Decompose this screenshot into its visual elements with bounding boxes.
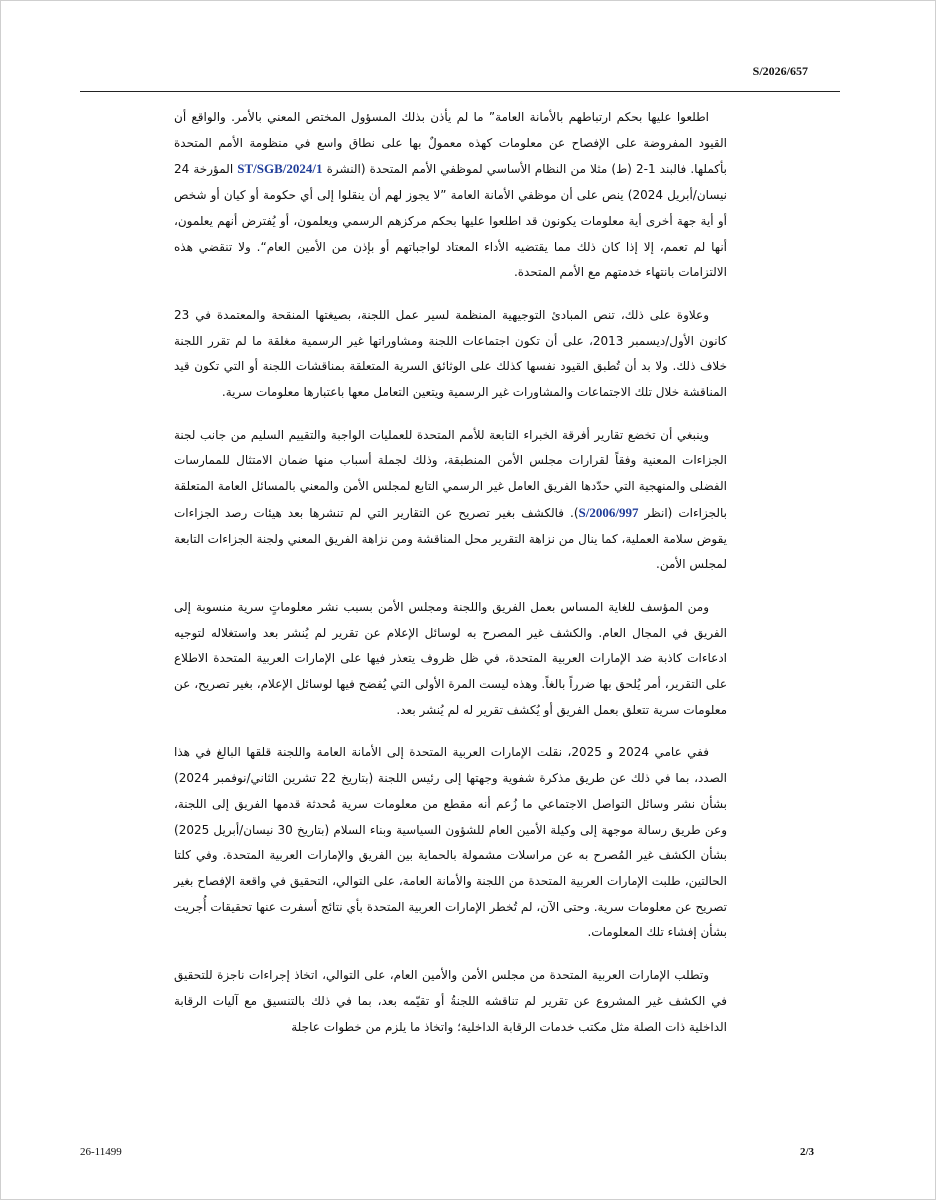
footer-page-number: 2/3 [799,1146,814,1158]
paragraph [174,740,727,946]
body-text [174,105,727,1057]
paragraph-text: ). فالكشف بغير تصريح عن التقارير التي لم تنشرها بعد هيئات رصد الجزاءات يقوض سلامة العملية، كما ينال من نزاهة التقرير محل المناقشة ومن نزاهة الفريق المعني ولجنة الجزاءات التابعة لمجلس الأمن. [174,505,727,572]
paragraph-text: وتطلب الإمارات العربية المتحدة من مجلس الأمن والأمين العام، على التوالي، اتخاذ إجراءات ناجزة للتحقيق في الكشف غير المشروع عن تقرير لم تناقشه اللجنةُ أو تقيّمه بعد، بما في ذلك بالتنسيق مع آليات الرقابة الداخلية ذات الصلة مثل مكتب خدمات الرقابة الداخلية؛ واتخاذ ما يلزم من خطوات عاجلة [174,968,727,1034]
paragraph [174,423,727,578]
paragraph-text: ومن المؤسف للغاية المساس بعمل الفريق واللجنة ومجلس الأمن بسبب نشر معلوماتٍ سرية منسوبة إلى الفريق في المجال العام. والكشف غير المصرح به لوسائل الإعلام عن تقرير لم يُنشر بعد واستغلاله لتوجيه ادعاءات كاذبة ضد الإمارات العربية المتحدة، في ظل ظروف يتعذر فيها على الإمارات العربية المتحدة الاطلاع على التقرير، أمر يُلحق بها ضرراً بالغاً. وهذه ليست المرة الأولى التي يُفضح فيها لوسائل الإعلام، بغير تصريح، عن معلومات سرية تتعلق بعمل الفريق أو يُكشف تقرير له لم يُنشر بعد. [174,599,727,717]
document-symbol: S/2026/657 [752,64,808,78]
paragraph [174,105,727,286]
paragraph-text: وينبغي أن تخضع تقارير أفرقة الخبراء التابعة للأمم المتحدة للعمليات الواجبة والتقييم السليم من جانب لجنة الجزاءات المعنية وفقاً لقرارات مجلس الأمن المنطبقة، وذلك لجملة أسباب منها ضمان الامتثال للممارسات الفضلى والمنهجية التي حدّدها الفريق العامل غير الرسمي التابع لمجلس الأمن والمعني بالمسائل العامة المتعلقة بالجزاءات (انظر [174,427,727,520]
paragraph [174,595,727,724]
paragraph-text: وعلاوة على ذلك، تنص المبادئ التوجيهية المنظمة لسير عمل اللجنة، بصيغتها المنقحة والمعتمدة في 23 كانون الأول/ديسمبر 2013، على أن تكون اجتماعات اللجنة ومشاوراتها غير الرسمية مغلقة ما لم تقرر اللجنة خلاف ذلك. ولا بد أن تُطبق القيود نفسها كذلك على الوثائق السرية المتعلقة بمناقشات اللجنة أو التي تكون قيد المناقشة خلال تلك الاجتماعات والمشاورات غير الرسمية ويتعين التعامل معها باعتبارها معلومات سرية. [174,307,727,400]
paragraph-text: ففي عامي 2024 و 2025، نقلت الإمارات العربية المتحدة إلى الأمانة العامة واللجنة قلقها البالغ في هذا الصدد، بما في ذلك عن طريق مذكرة شفوية وجهتها إلى رئيس اللجنة (بتاريخ 22 تشرين الثاني/نوفمبر 2024) بشأن نشر وسائل التواصل الاجتماعي ما زُعم أنه مقطع من معلومات سرية مُحدثة قدمها الفريق إلى اللجنة، وعن طريق رسالة موجهة إلى وكيلة الأمين العام للشؤون السياسية وبناء السلام (بتاريخ 30 نيسان/أبريل 2025) بشأن الكشف غير المُصرح به عن مراسلات مشمولة بالحماية بين الفريق والإمارات العربية المتحدة. وفي كلتا الحالتين، طلبت الإمارات العربية المتحدة من اللجنة والأمانة العامة، على التوالي، التحقيق في واقعة الإفصاح بغير تصريح عن معلومات سرية. وحتى الآن، لم تُخطر الإمارات العربية المتحدة بأي نتائج أسفرت عنها تحقيقات أُجريت بشأن إفشاء تلك المعلومات. [174,745,727,940]
paragraph-text: المؤرخة 24 نيسان/أبريل 2024) ينص على أن موظفي الأمانة العامة ”لا يجوز لهم أن ينقلوا إلى أي حكومة أو كيان أو شخص أو أية جهة أخرى أية معلومات يكونون قد اطلعوا عليها بحكم مركزهم الرسمي ويعلمون، أو يُفترض أنهم يعلمون، أنها لم تعمم، إلا إذا كان ذلك مما يقتضيه الأداء المعتاد لواجباتهم أو بإذن من الأمين العام“. ولا تنقضي هذه الالتزامات بانتهاء خدمتهم مع الأمم المتحدة. [174,162,727,280]
footer-document-number: 26-11499 [80,1146,122,1158]
paragraph [174,963,727,1040]
paragraph [174,303,727,406]
paragraph-text: اطلعوا عليها بحكم ارتباطهم بالأمانة العامة” ما لم يأذن بذلك المسؤول المختص المعني بالأمر. والواقع أن القيود المفروضة على الإفصاح عن معلومات كهذه معمولٌ بها على نطاق واسع في منظومة الأمم المتحدة بأكملها. فالبند 1-2 (ط) مثلا من النظام الأساسي لموظفي الأمم المتحدة (النشرة [174,110,727,177]
document-reference-link[interactable]: S/2006/997 [578,504,639,520]
header-rule [80,91,840,92]
document-reference-link[interactable]: ST/SGB/2024/1 [237,161,323,177]
